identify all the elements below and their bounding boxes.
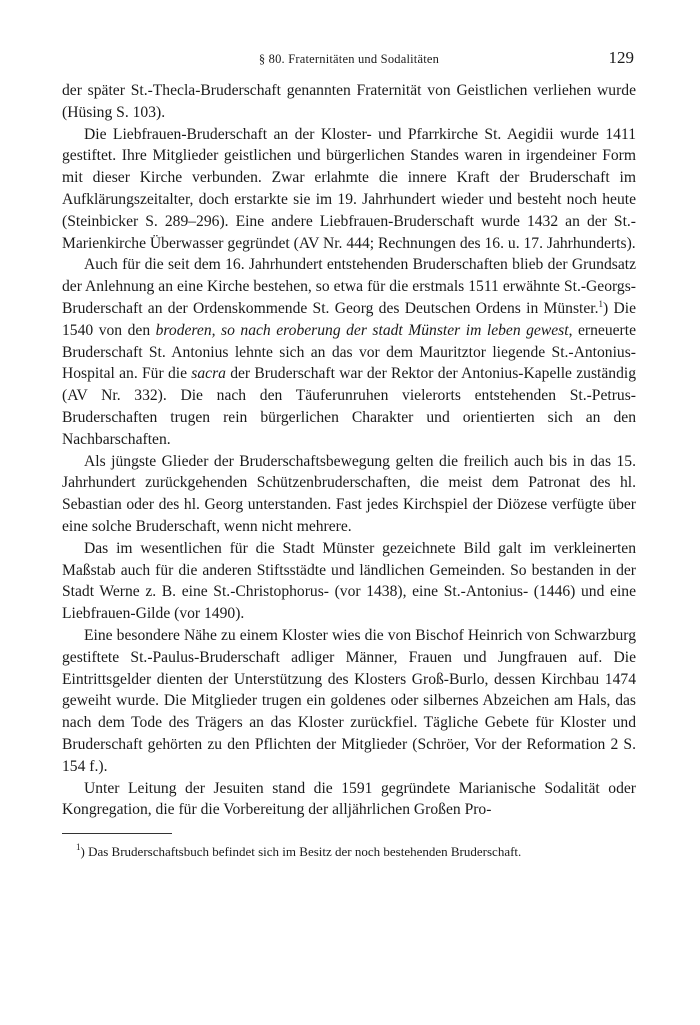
page-header: [62, 44, 636, 80]
italic-text: sacra: [191, 365, 226, 383]
text-segment: Auch für die seit dem 16. Jahrhundert entstehenden Bruderschaften blieb der Grundsatz der Anlehnung an eine Kirche bestehen, so etwa für die erstmals 1511 erwähnte St.-Georgs-Bruderschaft an der Ordenskommende St. Georg des Deutschen Ordens in Münster.: [62, 256, 636, 317]
footnote-reference: 1: [598, 298, 604, 309]
paragraph: [62, 451, 636, 538]
text-segment: Das im wesentlichen für die Stadt Münster gezeichnete Bild galt im verkleinerten Maßstab auch für die anderen Stiftsstädte und ländlichen Gemeinden. So bestanden in der Stadt Werne z. B. eine St.-Christophorus- (vor 1438), eine St.-Antonius- (1446) und eine Liebfrauen-Gilde (vor 1490).: [62, 539, 636, 623]
footnote-text: ) Das Bruderschaftsbuch befindet sich im Besitz der noch bestehenden Bruderschaft.: [80, 844, 522, 860]
footnote: [62, 842, 636, 861]
paragraph: [62, 538, 636, 625]
text-segment: der später St.-Thecla-Bruderschaft genannten Fraternität von Geistlichen verliehen wurde (Hüsing S. 103).: [62, 82, 636, 121]
page-number: 129: [608, 48, 634, 67]
text-segment: Eine besondere Nähe zu einem Kloster wies die von Bischof Heinrich von Schwarzburg gestiftete St.-Paulus-Bruderschaft adliger Männer, Frauen und Jungfrauen auf. Die Eintrittsgelder dienten der Unterstützung des Klosters Groß-Burlo, dessen Kirchbau 1474 geweiht wurde. Die Mitglieder trugen ein goldenes oder silbernes Abzeichen am Hals, das nach dem Tode des Trägers an das Kloster zurückfiel. Tägliche Gebete für Kloster und Bruderschaft gehörten zu den Pflichten der Mitglieder (Schröer, Vor der Reformation 2 S. 154 f.).: [62, 626, 636, 775]
text-segment: , erneuerte Bruderschaft St. Antonius lehnte sich an das vor dem Mauritztor liegende St.-Antonius-Hospital an. Für die: [62, 321, 636, 383]
paragraph: [62, 124, 636, 255]
footnote-rule: [62, 833, 172, 834]
text-segment: ) Die 1540 von den: [62, 299, 636, 339]
italic-text: broderen, so nach eroberung der stadt Münster im leben gewest: [155, 321, 569, 339]
text-segment: Als jüngste Glieder der Bruderschaftsbewegung gelten die freilich auch bis in das 15. Jahrhundert zurückgehenden Schützenbruderschaften, die meist dem Patronat des hl. Sebastian oder des hl. Georg unterstanden. Fast jedes Kirchspiel der Diözese verfügte über eine solche Bruderschaft, wenn nicht mehrere.: [62, 452, 636, 535]
paragraph: [62, 778, 636, 822]
text-segment: Die Liebfrauen-Bruderschaft an der Kloster- und Pfarrkirche St. Aegidii wurde 1411 gestiftet. Ihre Mitglieder geistlichen und bürgerlichen Standes waren in irgendeiner Form mit dieser Kirche verbunden. Zwar erlahmte die innere Kraft der Bruderschaft im Aufklärungszeitalter, doch erstarkte sie im 19. Jahrhundert wieder und besteht noch heute (Steinbicker S. 289–296). Eine andere Liebfrauen-Bruderschaft wurde 1432 an der St.-Marienkirche Überwasser gegründet (AV Nr. 444; Rechnungen des 16. u. 17. Jahrhunderts).: [62, 125, 636, 252]
footnote-marker: 1: [76, 842, 81, 853]
running-head: § 80. Fraternitäten und Sodalitäten: [258, 52, 440, 66]
body-text: [62, 80, 636, 821]
text-segment: der Bruderschaft war der Rektor der Antonius-Kapelle zuständig (AV Nr. 332). Die nach den Täuferunruhen vielerorts entstehenden St.-Petrus-Bruderschaften trugen rein bürgerlichen Charakter und orientierten sich an den Nachbarschaften.: [62, 365, 636, 448]
text-segment: Unter Leitung der Jesuiten stand die 1591 gegründete Marianische Sodalität oder Kongregation, die für die Vorbereitung der alljährlichen Großen Pro-: [62, 779, 636, 819]
paragraph: [62, 80, 636, 124]
paragraph: [62, 254, 636, 450]
book-page: [62, 44, 636, 861]
paragraph: [62, 625, 636, 778]
